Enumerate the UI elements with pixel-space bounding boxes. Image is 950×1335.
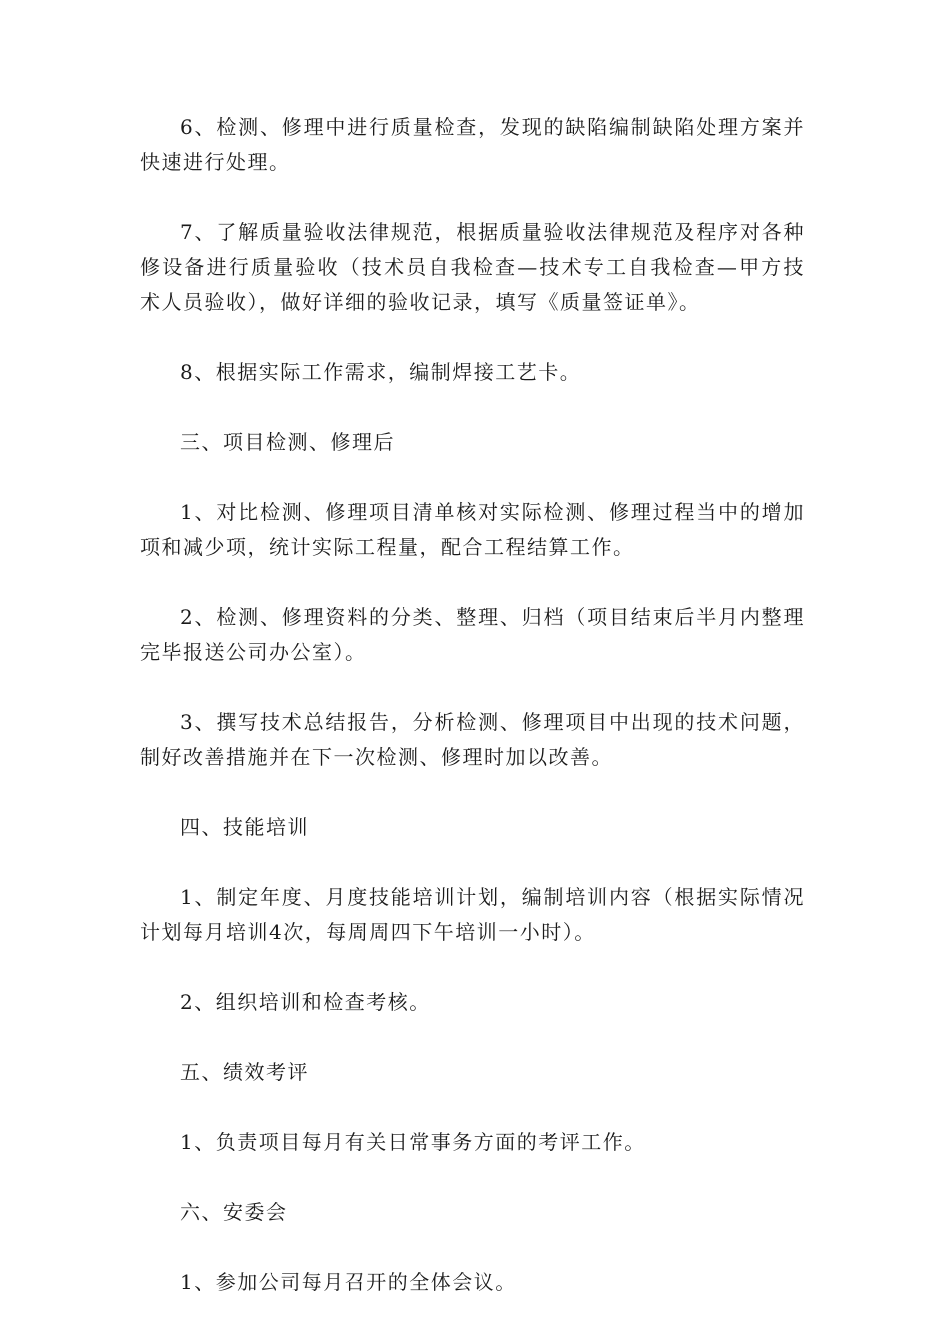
paragraph-item-1-training-plan: 1、制定年度、月度技能培训计划，编制培训内容（根据实际情况计划每月培训4次，每周周四下午培训一小时）。	[140, 885, 805, 944]
paragraph-item-7-quality-acceptance: 7、了解质量验收法律规范，根据质量验收法律规范及程序对各种修设备进行质量验收（技术员自我检查—技术专工自我检查—甲方技术人员验收），做好详细的验收记录，填写《质量签证单》。	[140, 220, 805, 314]
paragraph-item-1-compare-checklist: 1、对比检测、修理项目清单核对实际检测、修理过程当中的增加项和减少项，统计实际工程量，配合工程结算工作。	[140, 500, 805, 559]
paragraph-item-2-training-assessment: 2、组织培训和检查考核。	[180, 990, 431, 1014]
paragraph-item-3-technical-report: 3、撰写技术总结报告，分析检测、修理项目中出现的技术问题，制好改善措施并在下一次检测、修理时加以改善。	[140, 710, 805, 769]
section-heading-safety-committee: 六、安委会	[180, 1200, 288, 1224]
section-heading-performance-review: 五、绩效考评	[180, 1060, 309, 1084]
section-heading-skill-training: 四、技能培训	[180, 815, 309, 839]
section-heading-after-repair: 三、项目检测、修理后	[180, 430, 395, 454]
paragraph-item-8-welding-card: 8、根据实际工作需求，编制焊接工艺卡。	[180, 360, 582, 384]
document-body	[140, 110, 805, 1335]
paragraph-item-2-archive-documents: 2、检测、修理资料的分类、整理、归档（项目结束后半月内整理完毕报送公司办公室）。	[140, 605, 805, 664]
paragraph-item-1-monthly-meeting: 1、参加公司每月召开的全体会议。	[180, 1270, 517, 1294]
paragraph-item-6-quality-check: 6、检测、修理中进行质量检查，发现的缺陷编制缺陷处理方案并快速进行处理。	[140, 115, 805, 174]
paragraph-item-1-monthly-review: 1、负责项目每月有关日常事务方面的考评工作。	[180, 1130, 646, 1154]
